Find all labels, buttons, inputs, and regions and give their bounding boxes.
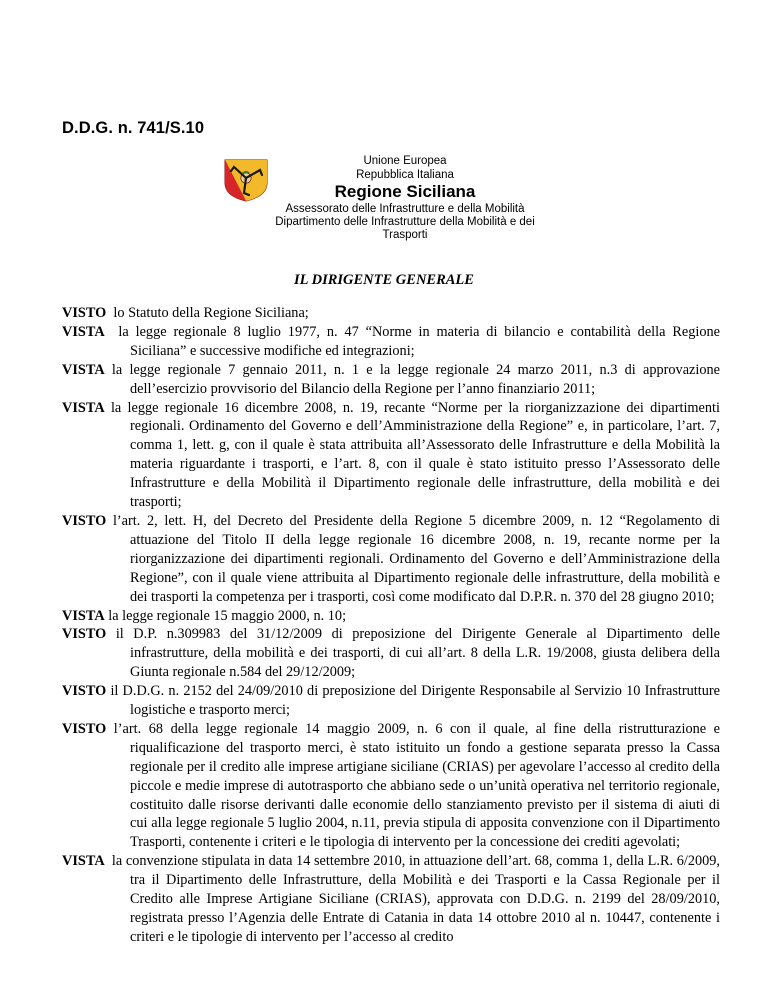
clause [62,720,720,852]
clause-keyword: VISTA [62,361,105,378]
header-department-line-1: Assessorato delle Infrastrutture e della Mobilità [285,203,525,215]
decree-body [62,304,720,947]
header-department-line-3: Trasporti [382,229,428,241]
clause [62,323,720,361]
clause-text: la legge regionale 15 maggio 2000, n. 10; [108,607,347,624]
clause-text: la legge regionale 16 dicembre 2008, n. 19, recante “Norme per la riorganizzazione dei dipartimenti regionali. Ordinamento del Governo e dell’Amministrazione della Regione” e, in particolare, l’art. 7, comma 1, lett. g, con il quale è stata attribuita all’Assessorato delle Infrastrutture e della Mobilità la materia riguardante i trasporti, e l’art. 8, con il quale è stato istituito presso l’Assessorato delle Infrastrutture e della Mobilità il Dipartimento regionale delle infrastrutture, della mobilità e dei trasporti; [110,399,720,511]
clause [62,852,720,947]
document-title: IL DIRIGENTE GENERALE [294,272,474,288]
clause-text: l’art. 68 della legge regionale 14 maggio 2009, n. 6 con il quale, al fine della ristrutturazione e riqualificazione del trasporto merci, è stato istituito un fondo a gestione separata presso la Cassa regionale per il credito alle imprese artigiane siciliane (CRIAS) per agevolare l’accesso al credito della piccole e medie imprese di autotrasporto che abbiano sede o un’unità operativa nel territorio regionale, costituito dalle risorse derivanti dalle economie dello stanziamento previsto per il sistema di aiuti di cui alla legge regionale 5 luglio 2004, n.11, previa stipula di apposita convenzione con il Dipartimento Trasporti, contenente i criteri e le tipologia di intervento per la concessione dei crediti agevolati; [113,720,720,851]
header-european-union: Unione Europea [363,155,447,167]
clause-keyword: VISTO [62,512,107,529]
clause-text: la convenzione stipulata in data 14 settembre 2010, in attuazione dell’art. 68, comma 1, della L.R. 6/2009, tra il Dipartimento delle Infrastrutture, della Mobilità e dei Trasporti e la Cassa Regionale per il Credito alle Imprese Artigiane Siciliane (CRIAS), approvata con D.D.G. n. 2199 del 28/09/2010, registrata presso l’Agenzia delle Entrate di Catania in data 14 ottobre 2010 al n. 10447, contenente i criteri e le tipologie di intervento per l’accesso al credito [111,853,720,945]
clause-keyword: VISTA [62,853,105,870]
clause [62,361,720,399]
clause-keyword: VISTO [62,683,107,700]
decree-number: D.D.G. n. 741/S.10 [62,119,205,137]
clause-text: lo Statuto della Regione Siciliana; [113,305,309,321]
clause [62,607,720,626]
clause-text: la legge regionale 8 luglio 1977, n. 47 “Norme in materia di bilancio e contabilità della Regione Siciliana” e successive modifiche ed integrazioni; [118,323,720,359]
clause-text: l’art. 2, lett. H, del Decreto del Presidente della Regione 5 dicembre 2009, n. 12 “Regolamento di attuazione del Titolo II della legge regionale 16 dicembre 2008, n. 19, recante norme per la riorganizzazione dei dipartimenti regionali. Ordinamento del Governo e dell’Amministrazione della Regione”, con il quale viene attribuita al Dipartimento regionale delle infrastrutture, della mobilità e dei trasporti la competenza per i trasporti, così come modificato dal D.P.R. n. 370 del 28 giugno 2010; [112,512,720,605]
header-italian-republic: Repubblica Italiana [356,169,454,181]
clause-keyword: VISTA [62,323,105,340]
clause-keyword: VISTA [62,607,105,624]
clause-text: la legge regionale 7 gennaio 2011, n. 1 e la legge regionale 24 marzo 2011, n.3 di approvazione dell’esercizio provvisorio del Bilancio della Regione per l’anno finanziario 2011; [111,361,721,397]
clause-keyword: VISTO [62,720,107,737]
clause [62,682,720,720]
clause [62,625,720,682]
clause [62,304,720,323]
clause-text: il D.D.G. n. 2152 del 24/09/2010 di preposizione del Dirigente Responsabile al Servizio 10 Infrastrutture logistiche e trasporto merci; [110,683,721,719]
clause-keyword: VISTA [62,399,105,416]
clause-keyword: VISTO [62,626,107,643]
header-department-line-2: Dipartimento delle Infrastrutture della Mobilità e dei [275,216,535,228]
clause-text: il D.P. n.309983 del 31/12/2009 di preposizione del Dirigente Generale al Dipartimento delle infrastrutture, della mobilità e dei trasporti, di cui all’art. 8 della L.R. 19/2008, giusta delibera della Giunta regionale n.584 del 29/12/2009; [115,626,721,681]
clause-keyword: VISTO [62,305,107,321]
header-region-name: Regione Siciliana [334,182,476,201]
clause [62,399,720,512]
clause [62,512,720,607]
